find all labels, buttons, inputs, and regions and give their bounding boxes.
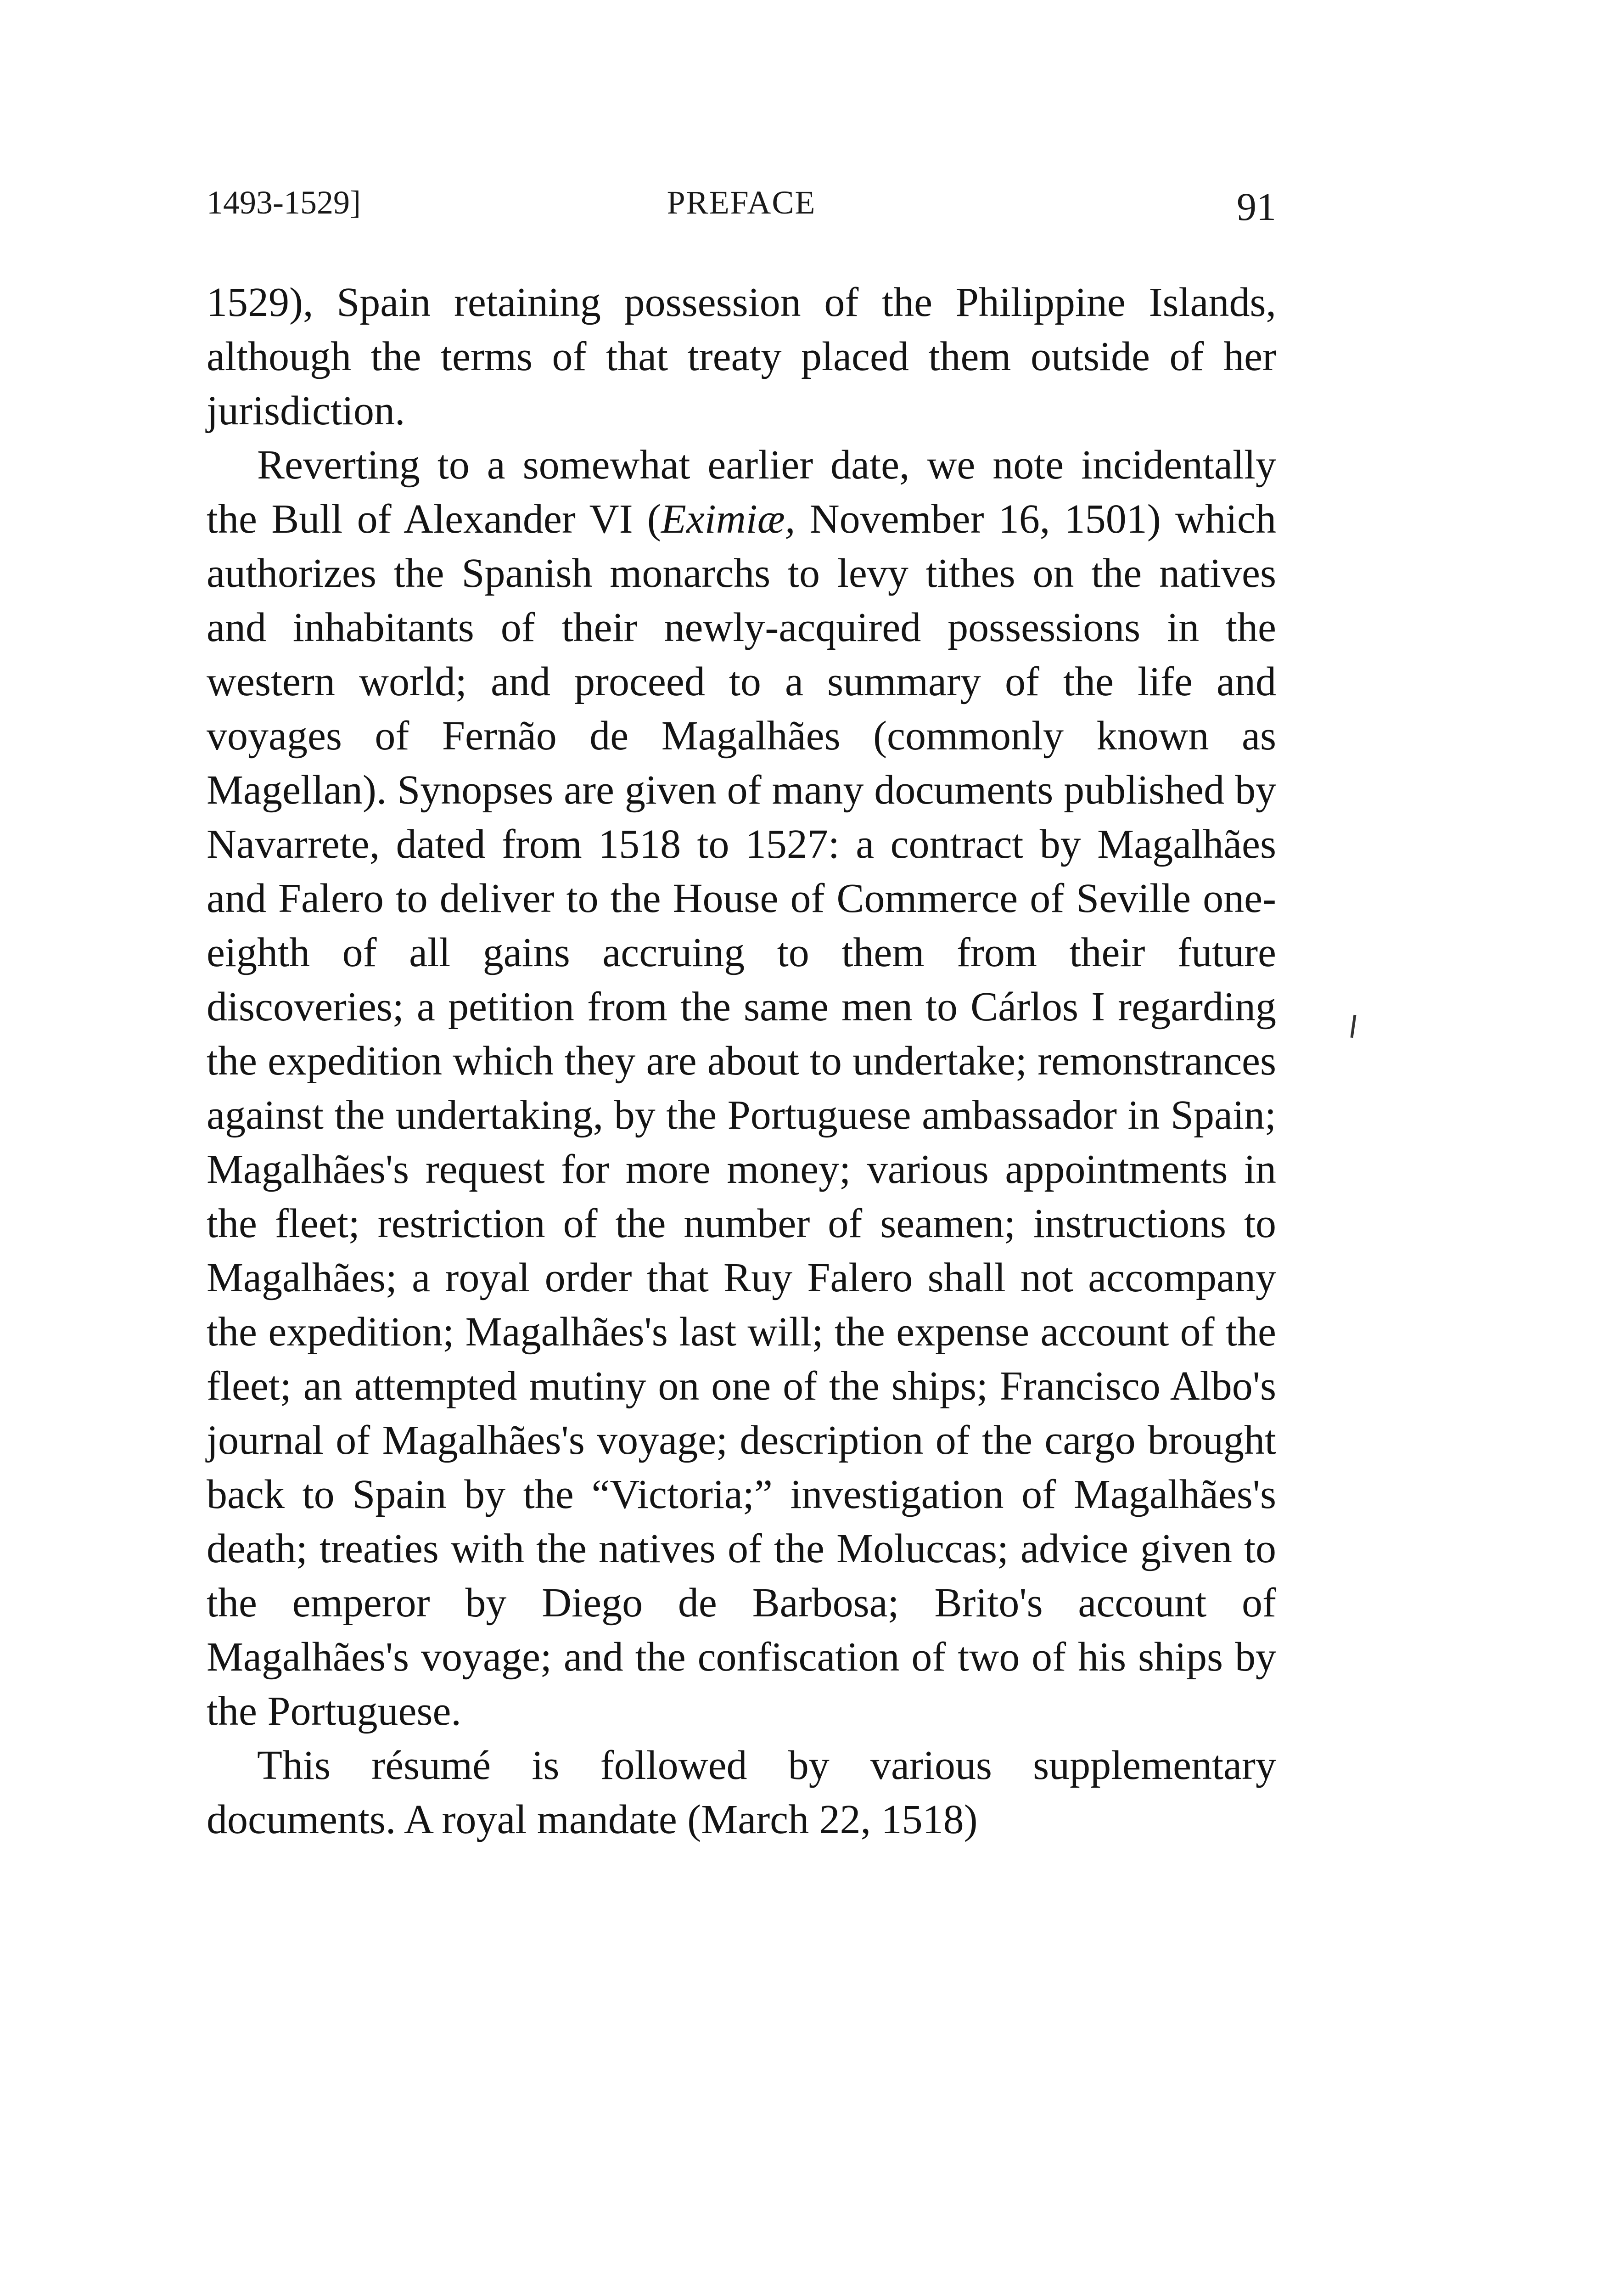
paragraph-3: This résumé is followed by various supplementary documents. A royal mandate (March 22, 1518): [207, 1743, 1276, 1842]
running-header: [207, 184, 1276, 239]
header-date-range: 1493-1529]: [207, 184, 361, 221]
paragraph-2-text-a: Reverting to a somewhat earlier date, we note incidentally the Bull of Alexander VI (: [207, 442, 1276, 542]
paragraph-1: 1529), Spain retaining possession of the Philippine Islands, although the terms of that treaty placed them outside of her jurisdiction.: [207, 280, 1276, 433]
page-number: 91: [1237, 185, 1276, 229]
paragraph-2-italic: Eximiæ,: [661, 496, 796, 542]
body-text: [207, 276, 1276, 1847]
margin-mark: [1351, 1015, 1357, 1038]
paragraph-2-text-b: November 16, 1501) which authorizes the Spanish monarchs to levy tithes on the natives and inhabitants of their newly-acquired possessions in the western world; and proceed to a summary of the life and voyages of Fernão de Magalhães (commonly known as Magellan). Synopses are given of many documents published by Navarrete, dated from 1518 to 1527: a contract by Magalhães and Falero to deliver to the House of Commerce of Seville one-eighth of all gains accruing to them from their future discoveries; a petition from the same men to Cárlos I regarding the expedition which they are about to undertake; remonstrances against the undertaking, by the Portuguese ambassador in Spain; Magalhães's request for more money; various appointments in the fleet; restriction of the number of seamen; instructions to Magalhães; a royal order that Ruy Falero shall not accompany the expedition; Magalhães's last will; the expense account of the fleet; an attempted mutiny on one of the ships; Francisco Albo's journal of Magalhães's voyage; description of the cargo brought back to Spain by the “Victoria;” investigation of Magalhães's death; treaties with the natives of the Moluccas; advice given to the emperor by Diego de Barbosa; Brito's account of Magalhães's voyage; and the confiscation of two of his ships by the Portuguese.: [207, 496, 1276, 1734]
paragraph-2: [207, 438, 1276, 1739]
header-title: PREFACE: [667, 184, 816, 221]
